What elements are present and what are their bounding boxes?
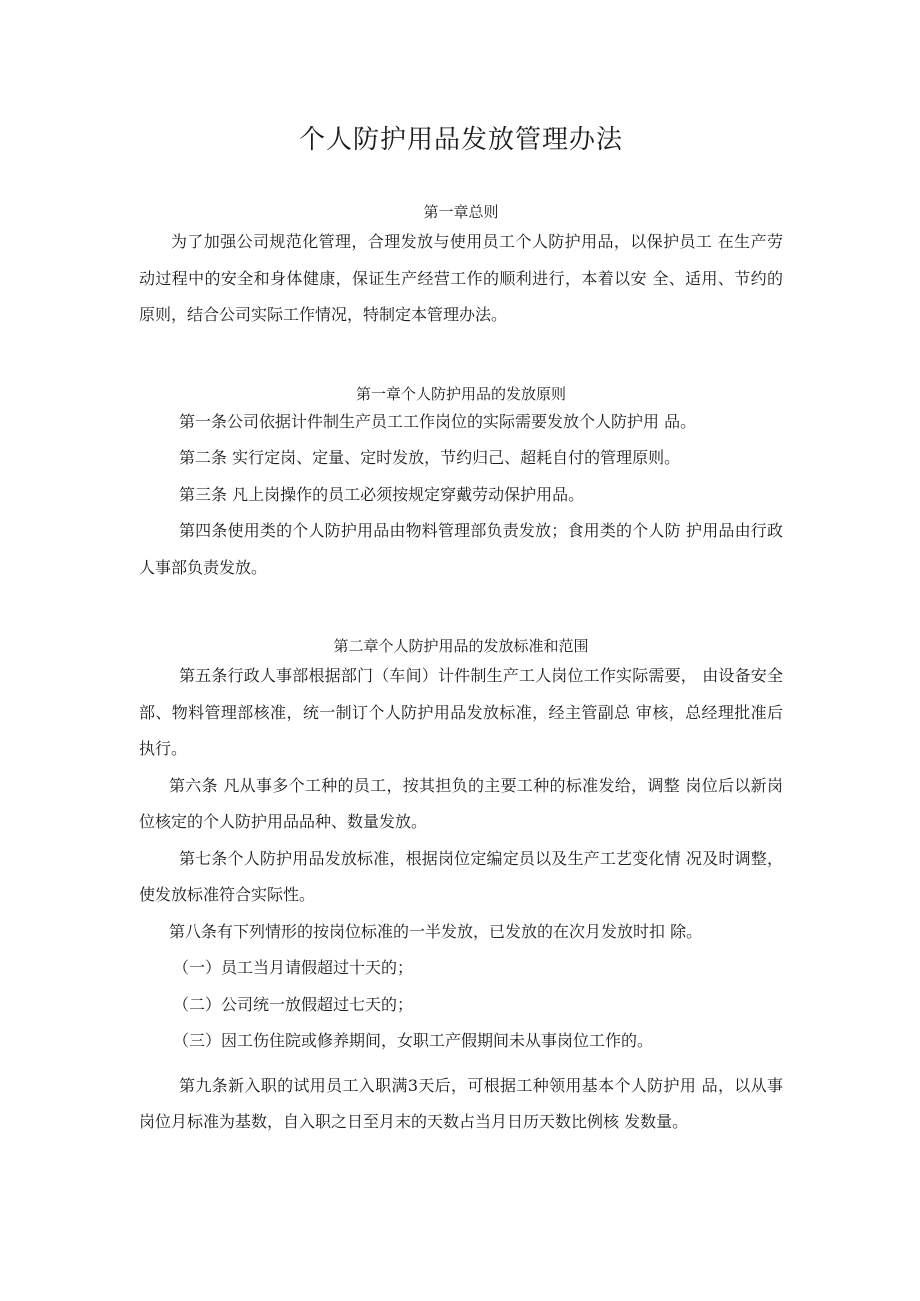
- article-2: 第二条 实行定岗、定量、定时发放，节约归己、超耗自付的管理原则。: [179, 448, 681, 467]
- article-6: 第六条 凡从事多个工种的员工，按其担负的主要工种的标准发给，调整 岗位后以新岗位核定的个人防护用品品种、数量发放。: [139, 775, 783, 831]
- article-8: 第八条有下列情形的按岗位标准的一半发放，已发放的在次月发放时扣 除。: [169, 921, 703, 941]
- chapter-heading-principles: 第一章个人防护用品的发放原则: [355, 384, 566, 403]
- article-8-item-2: （二）公司统一放假超过七天的；: [173, 994, 414, 1014]
- article-3: 第三条 凡上岗操作的员工必须按规定穿戴劳动保护用品。: [179, 484, 585, 504]
- chapter-heading-standards: 第二章个人防护用品的发放标准和范围: [333, 637, 589, 655]
- document-title: 个人防护用品发放管理办法: [298, 125, 623, 155]
- article-4: 第四条使用类的个人防护用品由物料管理部负责发放；食用类的个人防 护用品由行政人事部负责发放。: [139, 521, 783, 577]
- general-paragraph: 为了加强公司规范化管理，合理发放与使用员工个人防护用品，以保护员工 在生产劳动过程中的安全和身体健康，保证生产经营工作的顺利进行，本着以安 全、适用、节约的原则，结合公司实际工作情况，特制定本管理办法。: [139, 232, 783, 324]
- article-7: 第七条个人防护用品发放标准，根据岗位定编定员以及生产工艺变化情 况及时调整，使发放标准符合实际性。: [139, 848, 783, 904]
- article-9: 第九条新入职的试用员工入职满3天后，可根据工种领用基本个人防护用 品，以从事岗位月标准为基数，自入职之日至月末的天数占当月日历天数比例核 发数量。: [139, 1075, 783, 1131]
- chapter-heading-general: 第一章总则: [423, 203, 499, 221]
- article-8-item-1: （一）员工当月请假超过十天的；: [173, 958, 414, 977]
- article-5: 第五条行政人事部根据部门（车间）计件制生产工人岗位工作实际需要， 由设备安全部、物料管理部核准，统一制订个人防护用品发放标准，经主管副总 审核，总经理批准后执行。: [139, 666, 783, 758]
- article-1: 第一条公司依据计件制生产员工工作岗位的实际需要发放个人防护用 品。: [179, 411, 697, 431]
- article-8-item-3: （三）因工伤住院或修养期间，女职工产假期间未从事岗位工作的。: [173, 1031, 654, 1050]
